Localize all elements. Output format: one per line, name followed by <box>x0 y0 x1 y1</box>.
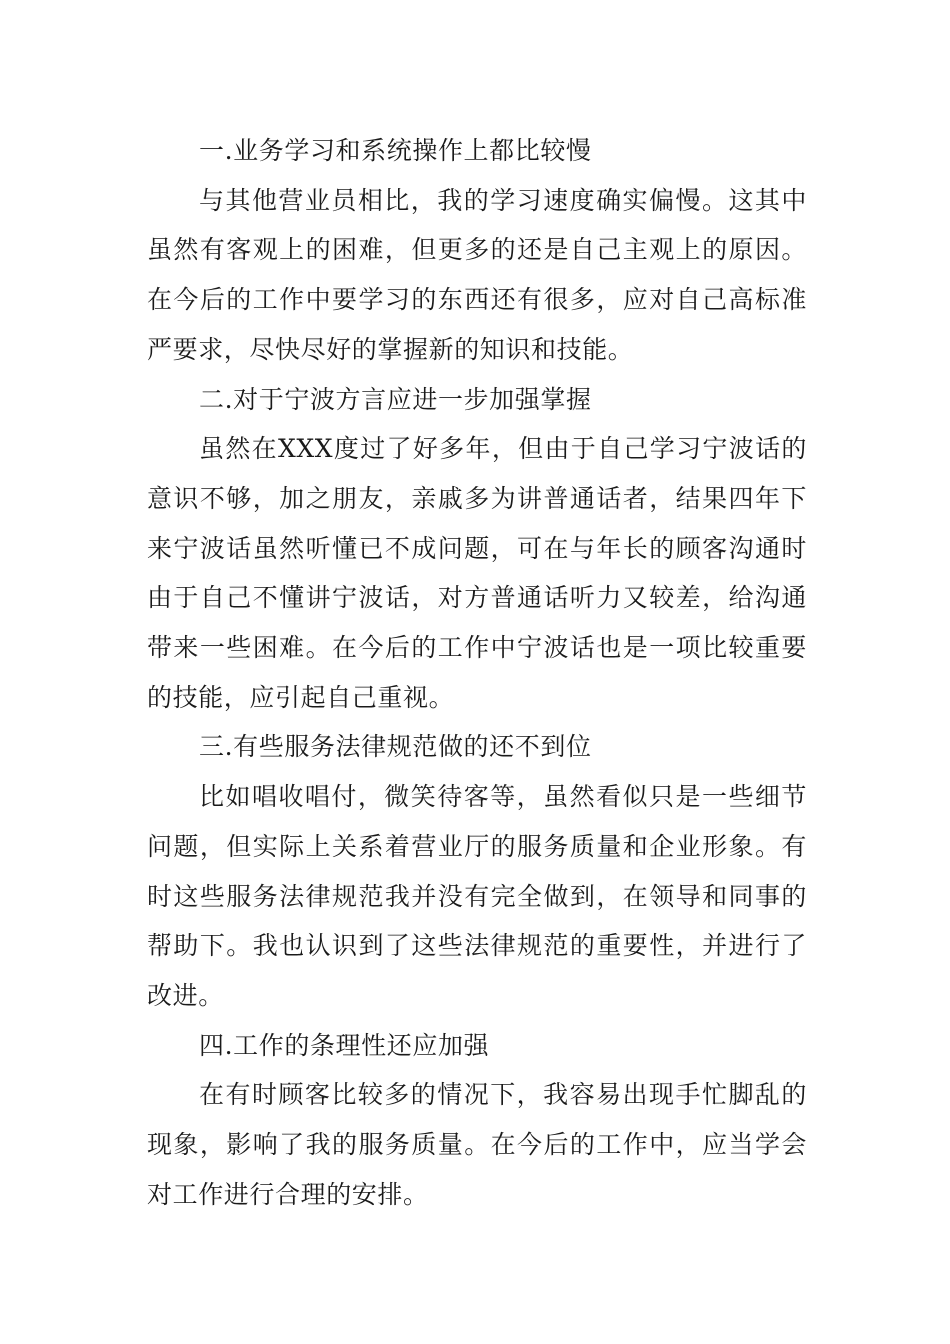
section-heading-2: 二.对于宁波方言应进一步加强掌握 <box>199 384 592 414</box>
section-paragraph-2: 虽然在XXX度过了好多年，但由于自己学习宁波话的意识不够，加之朋友，亲戚多为讲普通话者，结果四年下来宁波话虽然听懂已不成问题，可在与年长的顾客沟通时由于自己不懂讲宁波话，对方普通话听力又较差，给沟通带来一些困难。在今后的工作中宁波话也是一项比较重要的技能，应引起自己重视。 <box>147 434 807 712</box>
section-paragraph-1: 与其他营业员相比，我的学习速度确实偏慢。这其中虽然有客观上的困难，但更多的还是自己主观上的原因。在今后的工作中要学习的东西还有很多，应对自己高标准严要求，尽快尽好的掌握新的知识和技能。 <box>147 185 807 364</box>
section-paragraph-3: 比如唱收唱付，微笑待客等，虽然看似只是一些细节问题，但实际上关系着营业厅的服务质量和企业形象。有时这些服务法律规范我并没有完全做到，在领导和同事的帮助下。我也认识到了这些法律规范的重要性，并进行了改进。 <box>147 782 807 1010</box>
section-paragraph-4: 在有时顾客比较多的情况下，我容易出现手忙脚乱的现象，影响了我的服务质量。在今后的工作中，应当学会对工作进行合理的安排。 <box>147 1080 807 1209</box>
document-body <box>147 126 807 1219</box>
section-heading-3: 三.有些服务法律规范做的还不到位 <box>199 732 592 762</box>
section-heading-1: 一.业务学习和系统操作上都比较慢 <box>199 136 592 165</box>
section-heading-4: 四.工作的条理性还应加强 <box>199 1030 490 1060</box>
